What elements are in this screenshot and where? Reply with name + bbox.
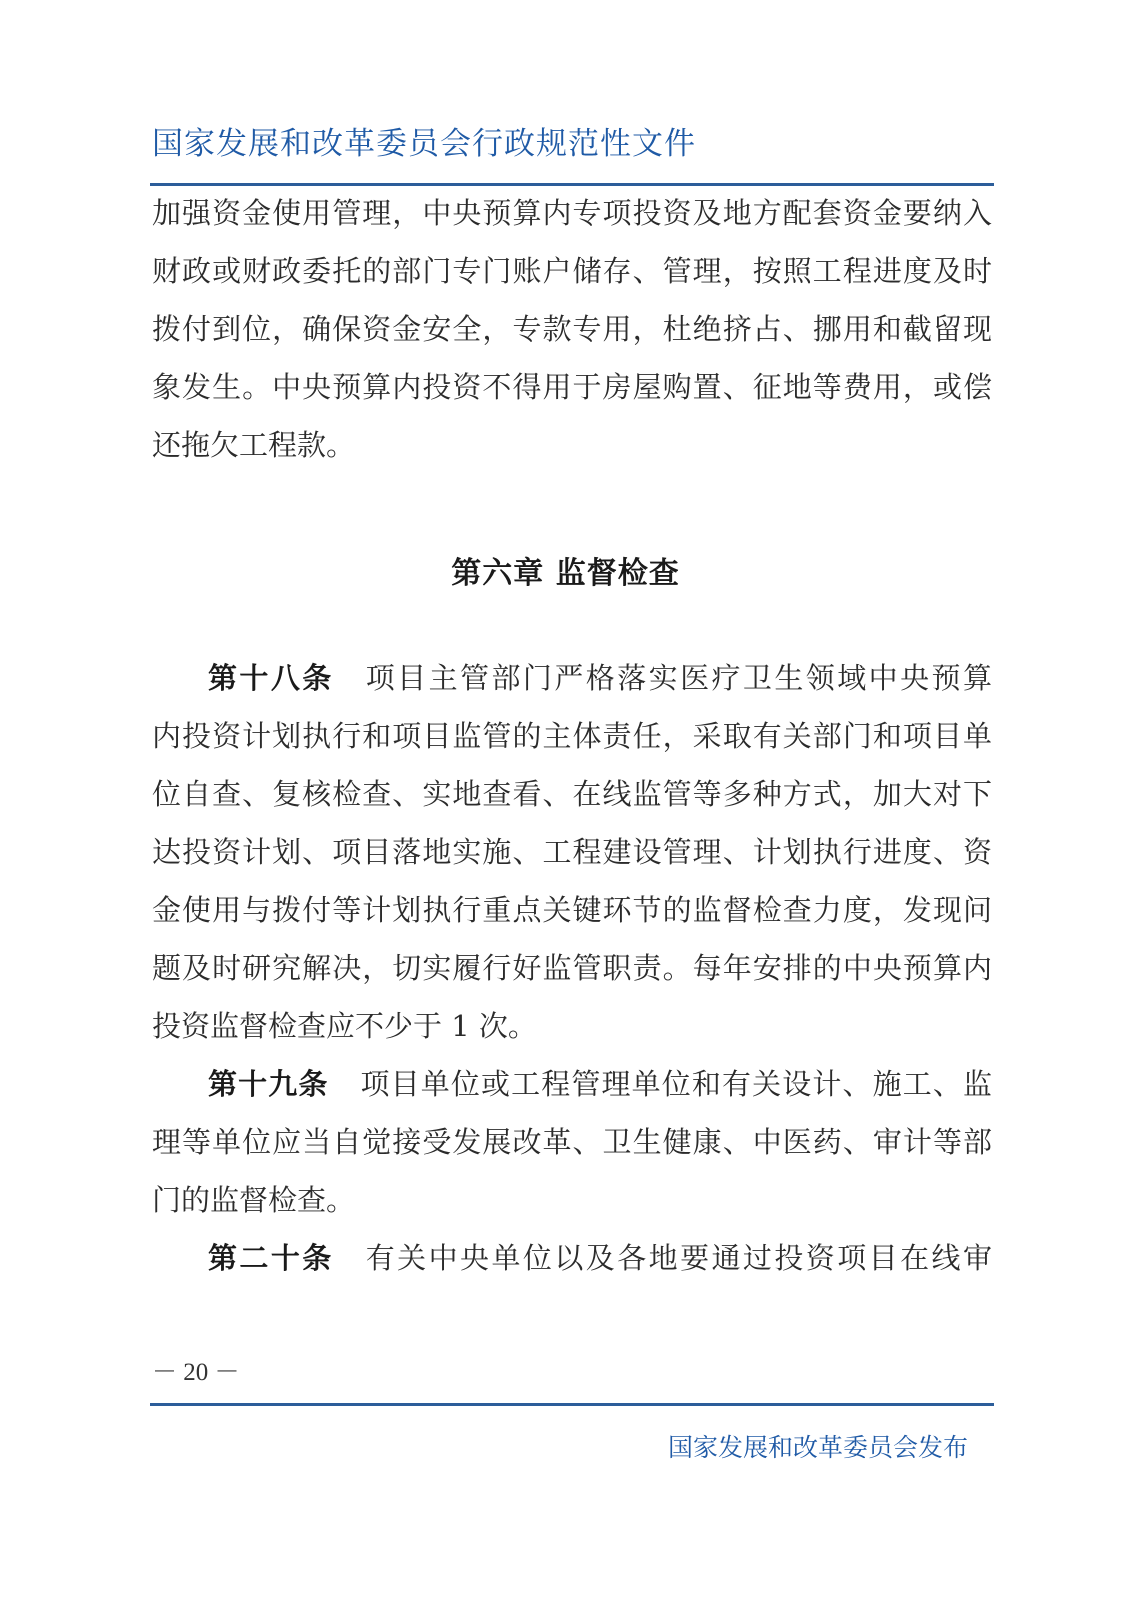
article-text: 有关中央单位以及各地要通过投资项目在线审 (365, 1241, 992, 1275)
page-header-title: 国家发展和改革委员会行政规范性文件 (152, 126, 696, 162)
body-text-line: 内投资计划执行和项目监管的主体责任，采取有关部门和项目单 (152, 719, 992, 753)
body-text-line: 门的监督检查。 (152, 1183, 356, 1217)
article-number: 第十九条 (208, 1067, 329, 1101)
article-text: 项目主管部门严格落实医疗卫生领域中央预算 (365, 661, 992, 695)
chapter-heading: 第六章 监督检查 (451, 556, 680, 591)
body-text-line: 达投资计划、项目落地实施、工程建设管理、计划执行进度、资 (152, 835, 992, 869)
body-text-line: 财政或财政委托的部门专门账户储存、管理，按照工程进度及时 (152, 254, 992, 288)
article-first-line (208, 1238, 992, 1278)
body-text-line: 拨付到位，确保资金安全，专款专用，杜绝挤占、挪用和截留现 (152, 312, 992, 346)
body-text-line: 金使用与拨付等计划执行重点关键环节的监督检查力度，发现问 (152, 893, 992, 927)
body-text-line: 加强资金使用管理，中央预算内专项投资及地方配套资金要纳入 (152, 196, 992, 230)
article-number: 第十八条 (208, 661, 334, 695)
body-text-line: 位自查、复核检查、实地查看、在线监管等多种方式，加大对下 (152, 777, 992, 811)
page-number: － 20 － (152, 1359, 240, 1386)
article-first-line (208, 1064, 992, 1104)
body-text-line: 象发生。中央预算内投资不得用于房屋购置、征地等费用，或偿 (152, 370, 992, 404)
body-text-line: 还拖欠工程款。 (152, 428, 356, 462)
article-text: 项目单位或工程管理单位和有关设计、施工、监 (360, 1067, 992, 1101)
article-first-line (208, 658, 992, 698)
article-number: 第二十条 (208, 1241, 334, 1275)
body-text-line: 投资监督检查应不少于 1 次。 (152, 1009, 537, 1043)
body-text-line: 题及时研究解决，切实履行好监管职责。每年安排的中央预算内 (152, 951, 992, 985)
footer-divider (150, 1403, 994, 1406)
header-divider (150, 183, 994, 186)
footer-publisher: 国家发展和改革委员会发布 (667, 1433, 968, 1462)
body-text-line: 理等单位应当自觉接受发展改革、卫生健康、中医药、审计等部 (152, 1125, 992, 1159)
